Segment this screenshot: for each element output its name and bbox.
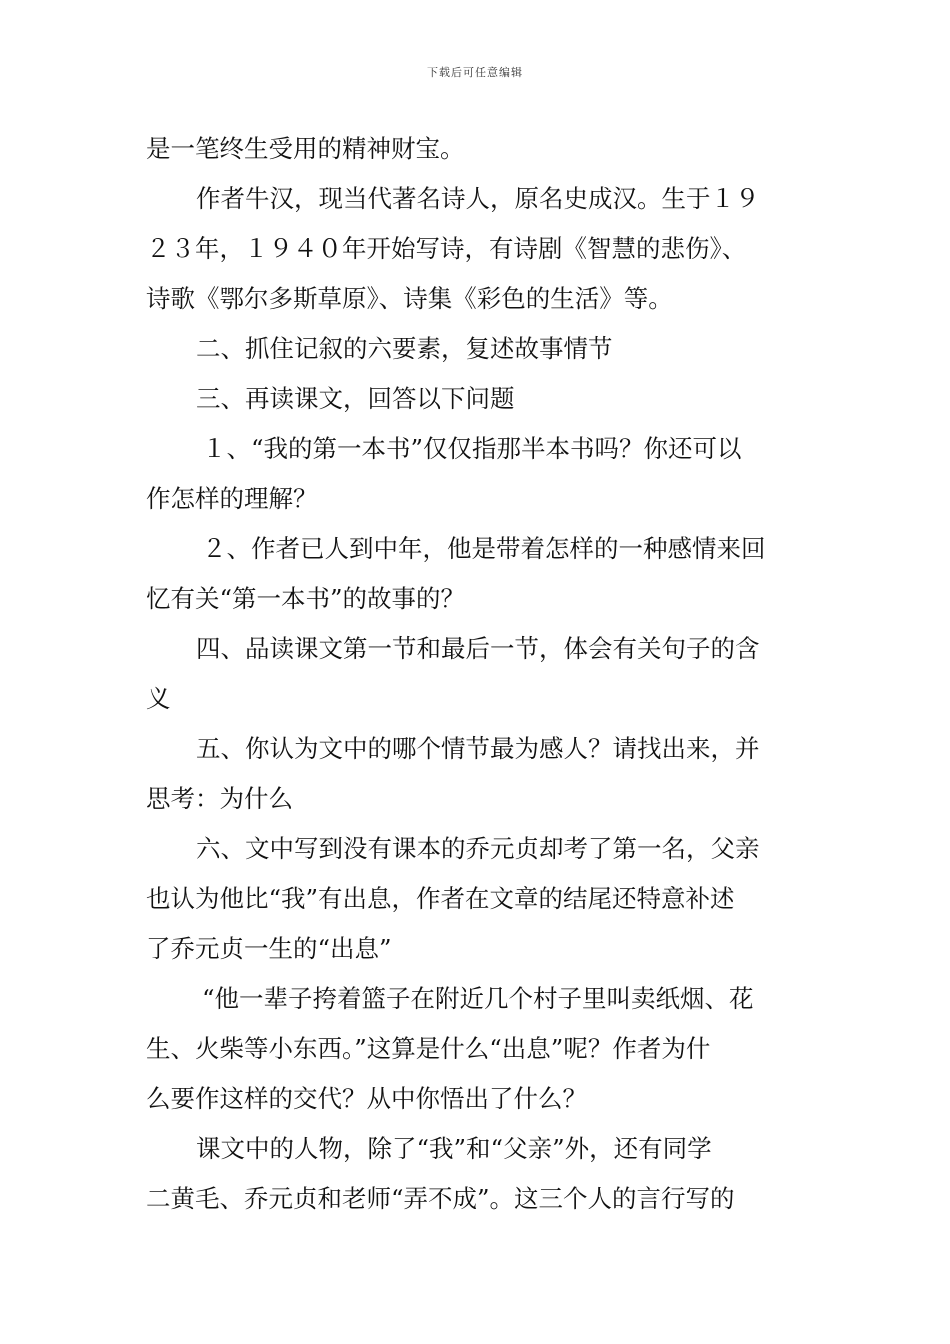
text-line: 也认为他比“我”有出息，作者在文章的结尾还特意补述: [146, 884, 735, 913]
text-line: 作怎样的理解？: [146, 484, 318, 513]
question-item: １、“我的第一本书”仅仅指那半本书吗？你还可以: [202, 434, 742, 463]
document-body: [146, 124, 810, 1224]
quote-line: “他一辈子挎着篮子在附近几个村子里叫卖纸烟、花: [202, 984, 754, 1013]
section-heading: 五、你认为文中的哪个情节最为感人？请找出来，并: [196, 734, 760, 763]
text-line: 了乔元贞一生的“出息”: [146, 934, 392, 963]
text-line: 诗歌《鄂尔多斯草原》、诗集《彩色的生活》等。: [146, 284, 673, 313]
question-item: ２、作者已人到中年，他是带着怎样的一种感情来回: [202, 534, 766, 563]
section-heading: 二、抓住记叙的六要素，复述故事情节: [196, 334, 613, 363]
page-header: 下载后可任意编辑: [427, 66, 523, 79]
text-line: ２３年，１９４０年开始写诗，有诗剧《智慧的悲伤》、: [146, 234, 747, 263]
text-line: 课文中的人物，除了“我”和“父亲”外，还有同学: [196, 1134, 712, 1163]
text-line: 思考：为什么: [146, 784, 293, 813]
section-heading: 三、再读课文，回答以下问题: [196, 384, 515, 413]
text-line: 忆有关“第一本书”的故事的？: [146, 584, 466, 613]
text-line: 生、火柴等小东西。”这算是什么“出息”呢？作者为什: [146, 1034, 711, 1063]
section-heading: 四、品读课文第一节和最后一节，体会有关句子的含: [196, 634, 760, 663]
section-heading: 六、文中写到没有课本的乔元贞却考了第一名，父亲: [196, 834, 760, 863]
text-line: 是一笔终生受用的精神财宝。: [146, 134, 465, 163]
text-line: 作者牛汉，现当代著名诗人，原名史成汉。生于１９: [196, 184, 760, 213]
text-line: 义: [146, 684, 171, 713]
text-line: 二黄毛、乔元贞和老师“弄不成”。这三个人的言行写的: [146, 1184, 735, 1213]
text-line: 么要作这样的交代？从中你悟出了什么？: [146, 1084, 587, 1113]
